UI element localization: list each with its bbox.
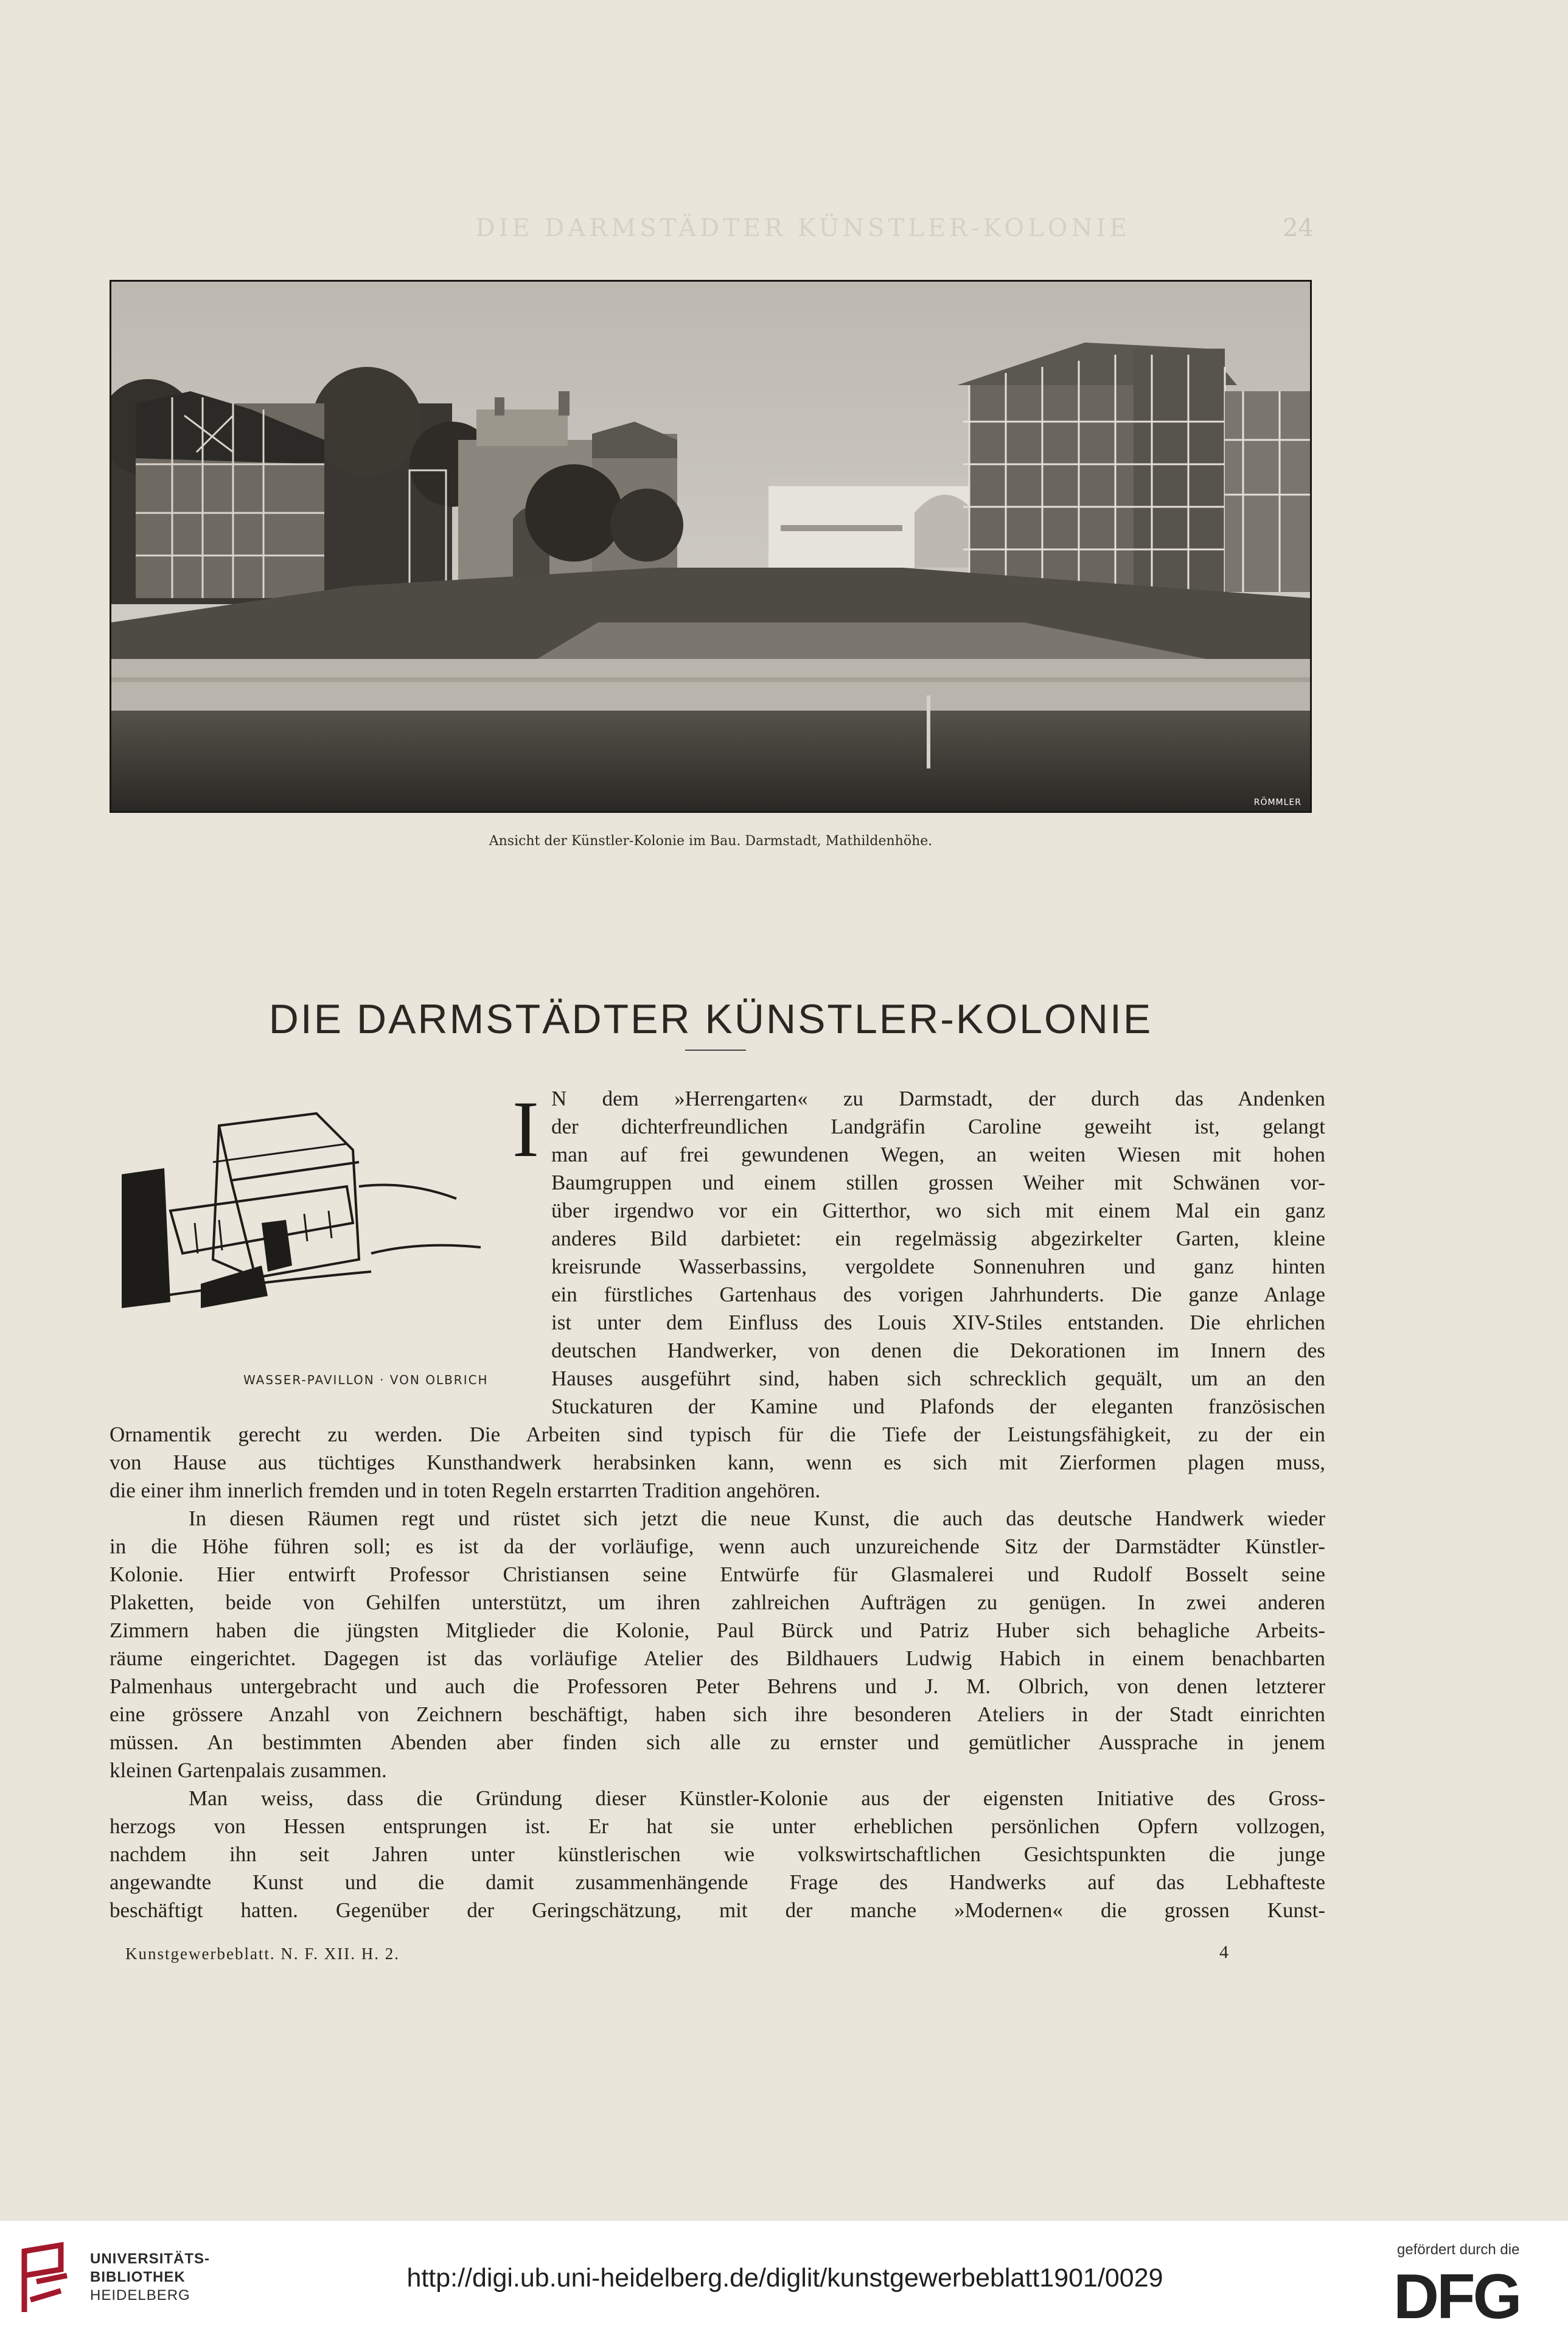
uni-line-2: BIBLIOTHEK [90,2269,186,2285]
running-header-page-bleedthrough: 24 [1283,214,1314,242]
text-line: von Hause aus tüchtiges Kunsthandwerk herabsinken kann, wenn es sich mit Zierformen plagen muss, [110,1451,1325,1474]
drop-cap: I [512,1084,539,1174]
text-line: müssen. An bestimmten Abenden aber finden sich alle zu ernster und gemütlicher Aussprache in jenem [110,1730,1325,1754]
title-divider [685,1050,746,1051]
running-header-bleedthrough: DIE DARMSTÄDTER KÜNSTLER-KOLONIE [475,214,1131,242]
text-line: Baumgruppen und einem stillen grossen Weiher mit Schwänen vor- [551,1171,1325,1194]
text-line: anderes Bild darbietet: ein regelmässig abgezirkelter Garten, kleine [551,1227,1325,1250]
text-line: Man weiss, dass die Gründung dieser Künstler-Kolonie aus der eigensten Initiative des Gross- [189,1786,1325,1810]
text-line: N dem »Herrengarten« zu Darmstadt, der durch das Andenken [551,1087,1325,1110]
text-line: ist unter dem Einfluss des Louis XIV-Stiles entstanden. Die ehrlichen [551,1311,1325,1334]
photo-credit: RÖMMLER [1253,798,1301,807]
text-line: In diesen Räumen regt und rüstet sich jetzt die neue Kunst, die auch das deutsche Handwerk wieder [189,1506,1325,1530]
text-line: in die Höhe führen soll; es ist da der vorläufige, wenn auch unzureichende Sitz der Darmstädter Künstler- [110,1534,1325,1558]
photo-caption: Ansicht der Künstler-Kolonie im Bau. Darmstadt, Mathildenhöhe. [489,834,933,849]
text-line: beschäftigt hatten. Gegenüber der Geringschätzung, mit der manche »Modernen« die grossen Kunst- [110,1898,1325,1922]
construction-photo [110,280,1312,813]
journal-reference: Kunstgewerbeblatt. N. F. XII. H. 2. [125,1945,400,1963]
permalink-url[interactable]: http://digi.ub.uni-heidelberg.de/diglit/kunstgewerbeblatt1901/0029 [406,2263,1163,2293]
text-line: Hauses ausgeführt sind, haben sich schrecklich gequält, um an den [551,1367,1325,1390]
text-line: räume eingerichtet. Dagegen ist das vorläufige Atelier des Bildhauers Ludwig Habich in einem benachbarten [110,1646,1325,1670]
text-line: deutschen Handwerker, von denen die Dekorationen im Innern des [551,1339,1325,1362]
uni-line-3: HEIDELBERG [90,2287,190,2304]
text-line: Palmenhaus untergebracht und auch die Professoren Peter Behrens und J. M. Olbrich, von denen letzterer [110,1674,1325,1698]
text-line: man auf frei gewundenen Wegen, an weiten Wiesen mit hohen [551,1143,1325,1166]
text-line: die einer ihm innerlich fremden und in toten Regeln erstarrten Tradition angehören. [110,1478,821,1502]
text-line: Ornamentik gerecht zu werden. Die Arbeiten sind typisch für die Tiefe der Leistungsfähigkeit, zu der ein [110,1423,1325,1446]
text-line: eine grössere Anzahl von Zeichnern beschäftigt, haben sich ihre besonderen Ateliers in der Stadt einrichten [110,1702,1325,1726]
library-footer-bar [0,2221,1568,2337]
uni-line-1: UNIVERSITÄTS- [90,2251,211,2267]
text-line: kreisrunde Wasserbassins, vergoldete Sonnenuhren und ganz hinten [551,1255,1325,1278]
dfg-logo-text: DFG [1393,2265,1520,2325]
page-number: 4 [1219,1942,1228,1962]
university-library-name[interactable] [90,2250,210,2305]
text-line: über irgendwo vor ein Gitterthor, wo sich mit einem Mal ein ganz [551,1199,1325,1222]
text-line: herzogs von Hessen entsprungen ist. Er hat sie unter erheblichen persönlichen Opfern vollzogen, [110,1814,1325,1838]
article-title: DIE DARMSTÄDTER KÜNSTLER-KOLONIE [268,995,1153,1042]
text-line: ein fürstliches Gartenhaus des vorigen Jahrhunderts. Die ganze Anlage [551,1283,1325,1306]
text-line: Kolonie. Hier entwirft Professor Christiansen seine Entwürfe für Glasmalerei und Rudolf Bosselt seine [110,1562,1325,1586]
dfg-logo-icon[interactable] [1393,2265,1545,2325]
text-line: Stuckaturen der Kamine und Plafonds der eleganten französischen [551,1395,1325,1418]
text-line: angewandte Kunst und die damit zusammenhängende Frage des Handwerks auf das Lebhafteste [110,1870,1325,1894]
university-library-logo-icon[interactable] [18,2239,73,2318]
sketch-caption: WASSER-PAVILLON · VON OLBRICH [243,1373,489,1387]
water-pavilion-sketch [116,1101,493,1320]
text-line: Plaketten, beide von Gehilfen unterstützt, um ihren zahlreichen Aufträgen zu genügen. In zwei anderen [110,1590,1325,1614]
text-line: kleinen Gartenpalais zusammen. [110,1758,387,1782]
photo-illustration [111,282,1310,811]
text-line: der dichterfreundlichen Landgräfin Caroline geweiht ist, gelangt [551,1115,1325,1138]
text-line: nachdem ihn seit Jahren unter künstlerischen wie volkswirtschaftlichen Gesichtspunkten die junge [110,1842,1325,1866]
funded-by-label: gefördert durch die [1397,2241,1520,2258]
text-line: Zimmern haben die jüngsten Mitglieder die Kolonie, Paul Bürck und Patriz Huber sich behagliche Arbeits- [110,1618,1325,1642]
